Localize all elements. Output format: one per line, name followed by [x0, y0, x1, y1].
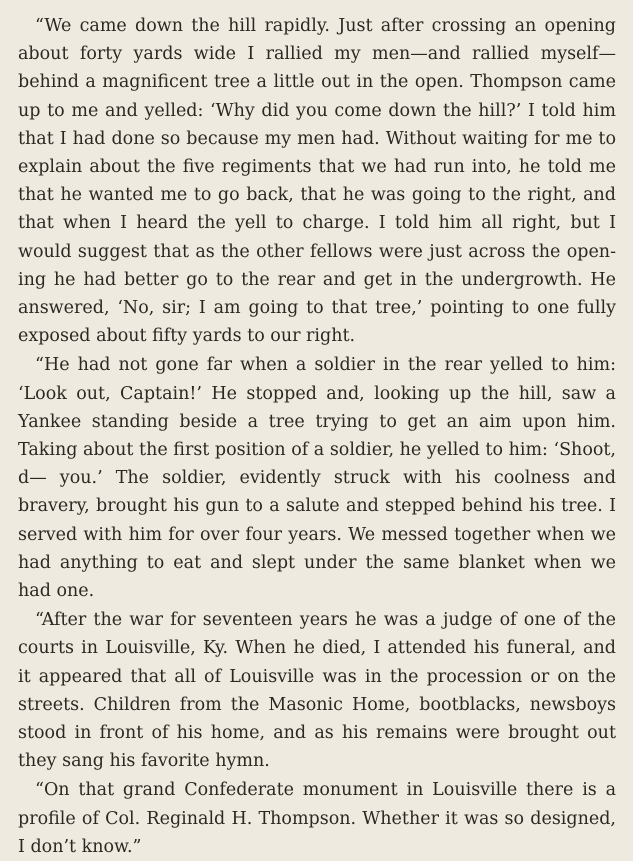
paragraph-1: “We came down the hill rapidly. Just after crossing an opening about forty yards wide I rallied my men—and rallied myself—behind a magnificent tree a little out in the open. Thompson came up to me and yelled: ‘Why did you come down the hill?’ I told him that I had done so because my men had. Without waiting for me to explain about the five regiments that we had run into, he told me that he wanted me to go back, that he was going to the right, and that when I heard the yell to charge. I told him all right, but I would suggest that as the other fellows were just across the opening he had better go to the rear and get in the undergrowth. He answered, ‘No, sir; I am going to that tree,’ pointing to one fully exposed about fifty yards to our right.	[18, 16, 616, 347]
paragraph-3: “After the war for seventeen years he was a judge of one of the courts in Louisville, Ky. When he died, I attended his funeral, and it appeared that all of Louisville was in the procession or on the streets. Children from the Masonic Home, bootblacks, newsboys stood in front of his home, and as his remains were brought out they sang his favorite hymn.	[18, 610, 616, 772]
paragraph-2: “He had not gone far when a soldier in the rear yelled to him: ‘Look out, Captain!’ He stopped and, looking up the hill, saw a Yankee standing beside a tree trying to get an aim upon him. Taking about the first position of a soldier, he yelled to him: ‘Shoot, d— you.’ The soldier, evidently struck with his coolness and bravery, brought his gun to a salute and stepped behind his tree. I served with him for over four years. We messed together when we had anything to eat and slept under the same blanket when we had one.	[18, 355, 616, 602]
paragraph-4: “On that grand Confederate monument in Louisville there is a profile of Col. Reginald H. Thompson. Whether it was so designed, I don’t know.”	[18, 780, 616, 857]
page-body	[18, 12, 616, 861]
